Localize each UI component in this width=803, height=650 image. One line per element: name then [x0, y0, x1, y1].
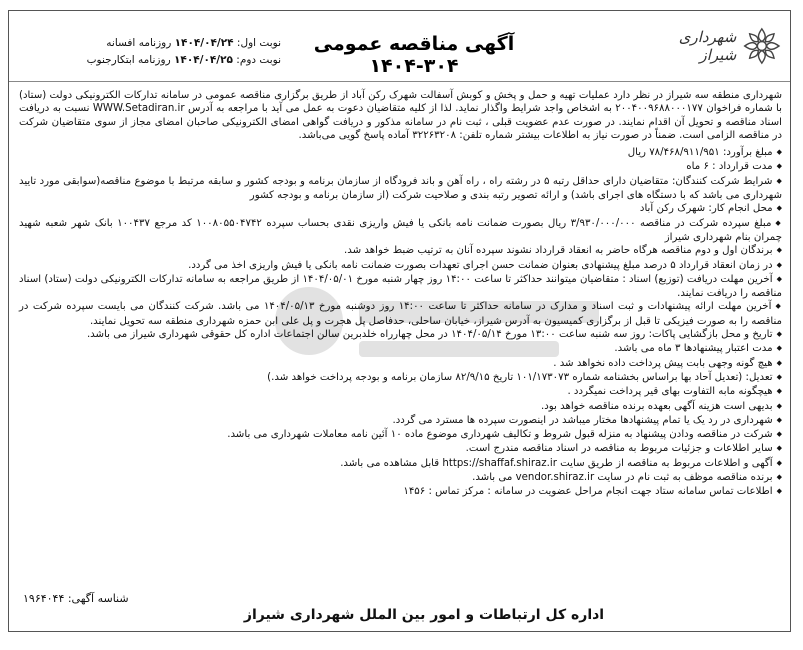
publication-dates: [71, 35, 281, 69]
list-item: ◆ محل انجام کار: شهرک رکن آباد: [19, 202, 782, 216]
publish-row-2: [71, 52, 281, 69]
publish-date: ۱۴۰۴/۰۴/۲۵: [174, 54, 233, 66]
publish-date: ۱۴۰۴/۰۴/۲۴: [174, 37, 234, 49]
publish-label: نوبت اول:: [236, 37, 281, 49]
list-item: ◆ شرکت در مناقصه ودادن پیشنهاد به منزله قبول شروط و تکالیف شهرداری موضوع ماده ۱۰ آئین نامه معاملات شهرداری می باشد.: [19, 428, 782, 442]
list-item: ◆ تاریخ و محل بازگشایی پاکات: روز سه شنبه ساعت ۱۳:۰۰ مورخ ۱۴۰۴/۰۵/۱۴ در محل چهارراه خلدبرین سالن اجتماعات اداره کل حقوقی شهرداری شیراز می باشد.: [19, 328, 782, 342]
logo-text: شهرداری شیراز: [678, 28, 737, 64]
ad-code: شناسه آگهی: ۱۹۶۴۰۴۴: [23, 592, 129, 605]
municipality-logo: [647, 21, 782, 71]
list-item: ◆ در زمان انعقاد قرارداد ۵ درصد مبلغ پیشنهادی بعنوان ضمانت حسن اجرای تعهدات بصورت ضمانت نامه بانکی یا فیش واریزی اخذ می گردد.: [19, 259, 782, 273]
publish-paper: روزنامه افسانه: [106, 37, 172, 49]
intro-paragraph: شهرداری منطقه سه شیراز در نظر دارد عملیات تهیه و حمل و پخش و کوبش آسفالت شهرک رکن آباد از طریق برگزاری مناقصه عمومی در سامانه تدارکات الکترونیکی دولت (ستاد) با شماره فراخوان ۲۰۰۴۰۰۹۶۸۸۰۰۰۱۷۷ به اشخاص واجد شرایط واگذار نماید. لذا از کلیه متقاضیان دعوت به عمل می آید با مراجعه به آدرس WWW.Setadiran.ir نسبت به دریافت اسناد مناقصه و تحویل آن اقدام نمایند. در صورت عدم عضویت قبلی ، ثبت نام در سامانه مذکور و دریافت گواهی امضای الکترونیکی صاحبان امضای مجاز از سوی متقاضیان شرکت در مناقصه الزامی است. ضمناً در صورت نیاز به اطلاعات بیشتر شماره تلفن: ۳۲۲۶۳۲۰۸ آماده پاسخ گویی می‌باشد.: [19, 90, 782, 141]
notice-body: [19, 89, 782, 500]
list-item: ◆ برندگان اول و دوم مناقصه هرگاه حاضر به انعقاد قرارداد نشوند سپرده آنان به ترتیب ضبط خواهد شد.: [19, 244, 782, 258]
list-item: ◆ اطلاعات تماس سامانه ستاد جهت انجام مراحل عضویت در سامانه : مرکز تماس : ۱۴۵۶: [19, 485, 782, 499]
list-item: ◆ آخرین مهلت دریافت (توزیع) اسناد : متقاضیان میتوانند حداکثر تا ساعت ۱۴:۰۰ روز چهار شنبه مورخ ۱۴۰۴/۰۵/۰۱ از طریق مراجعه به سامانه تدارکات الکترونیکی دولت (ستاد) اسناد مناقصه را دریافت نمایند.: [19, 273, 782, 301]
list-item: ◆ مدت قرارداد : ۶ ماه: [19, 160, 782, 174]
publish-row-1: [71, 35, 281, 52]
issuing-office: اداره کل ارتباطات و امور بین الملل شهرداری شیراز: [243, 607, 605, 623]
list-item: ◆ شهرداری در رد یک یا تمام پیشنهادها مختار میباشد در اینصورت سپرده ها مسترد می گردد.: [19, 414, 782, 428]
publish-paper: روزنامه ابتکارجنوب: [86, 54, 171, 66]
list-item: ◆ هیچگونه مابه التفاوت بهای قیر پرداخت نمیگردد .: [19, 385, 782, 399]
flower-logo-icon: [742, 24, 782, 68]
list-item: ◆ مدت اعتبار پیشنهادها ۳ ماه می باشد.: [19, 342, 782, 356]
list-item: ◆ مبلغ برآورد: ۷۸/۴۶۸/۹۱۱/۹۵۱ ریال: [19, 146, 782, 160]
list-item: ◆ شرایط شرکت کنندگان: متقاضیان دارای حداقل رتبه ۵ در رشته راه ، راه آهن و باند فرودگاه از سازمان برنامه و بودجه کشور و سابقه مرتبط با موضوع مناقصه(سوابقی مورد تایید شهرداری می باشد که با دستگاه های اجرای باشد) و ارائه تصویر رتبه بندی و صلاحیت شرکت (از سازمان برنامه و بودجه کشور: [19, 175, 782, 203]
list-item: ◆ سایر اطلاعات و جزئیات مربوط به مناقصه در اسناد مناقصه مندرج است.: [19, 442, 782, 456]
list-item: ◆ بدیهی است هزینه آگهی بعهده برنده مناقصه خواهد بود.: [19, 400, 782, 414]
tender-notice: [8, 10, 791, 632]
list-item: ◆ آخرین مهلت ارائه پیشنهادات و ثبت اسناد و مدارک در سامانه حداکثر تا ساعت ۱۴:۰۰ روز دوشنبه مورخ ۱۴۰۴/۰۵/۱۳ می باشد. شرکت کنندگان می بایست سپرده شرکت در مناقصه را به صورت فیزیکی تا قبل از برگزاری کمیسیون به آدرس شیراز، خیابان ساحلی، حدفاصل پل هجرت و پل علی ابن حمزه شهرداری منطقه سه تحویل نمایند.: [19, 300, 782, 328]
list-item: ◆ مبلغ سپرده شرکت در مناقصه ۳/۹۳۰/۰۰۰/۰۰۰ ریال بصورت ضمانت نامه بانکی یا فیش واریزی نقدی بحساب سپرده ۱۰۰۸۰۵۵۰۴۷۴۲ کد مرجع ۱۰۰۴۳۷ بانک شهر شعبه شهید چمران بنام شهرداری شیراز: [19, 217, 782, 245]
notice-header: [9, 11, 790, 82]
list-item: ◆ هیچ گونه وجهی بابت پیش پرداخت داده نخواهد شد .: [19, 357, 782, 371]
list-item: ◆ تعدیل: (تعدیل آحاد بها براساس بخشنامه شماره ۱۰۱/۱۷۳۰۷۳ تاریخ ۸۲/۹/۱۵ سازمان برنامه و بودجه پرداخت خواهد شد.): [19, 371, 782, 385]
notice-title: آگهی مناقصه عمومی ۳۰۴-۱۴۰۴: [313, 33, 515, 77]
publish-label: نوبت دوم:: [236, 54, 281, 66]
list-item: ◆ آگهی و اطلاعات مربوط به مناقصه از طریق سایت https://shaffaf.shiraz.ir قابل مشاهده می باشد.: [19, 457, 782, 471]
list-item: ◆ برنده مناقصه موظف به ثبت نام در سایت vendor.shiraz.ir می باشد.: [19, 471, 782, 485]
